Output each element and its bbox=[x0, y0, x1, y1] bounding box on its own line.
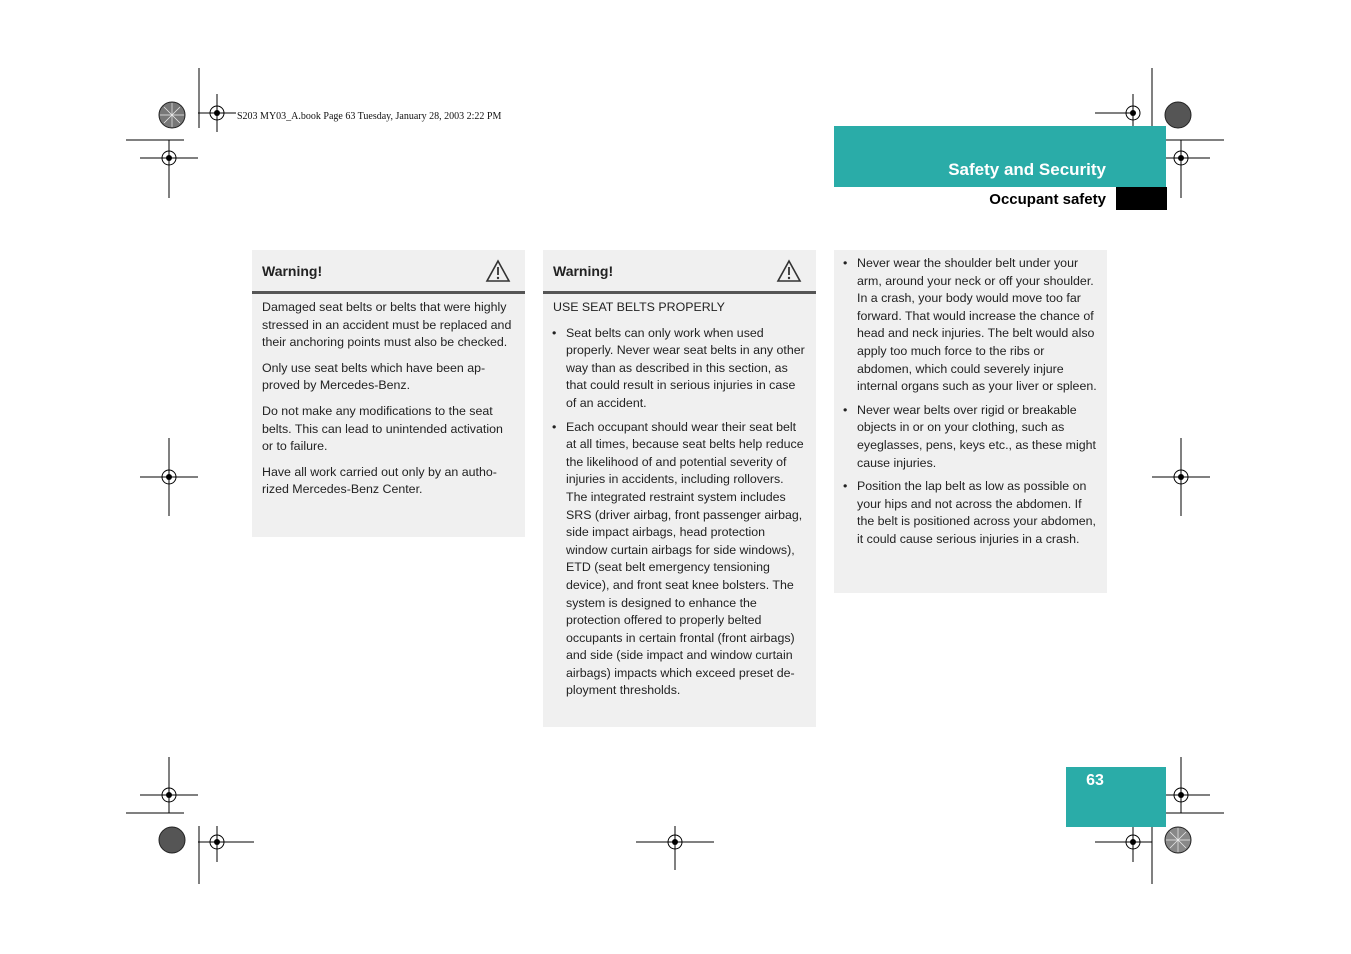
page-number: 63 bbox=[1086, 772, 1104, 789]
warning-triangle-icon bbox=[485, 259, 511, 283]
warning-header bbox=[252, 250, 525, 294]
list-item: • Never wear the shoulder belt under your arm, around your neck or off your shoulder. In a crash, your body would move too far forward. That would increase the chance of head and neck injuries. The belt would also apply too much force to the ribs or abdomen, which could severely injure internal organs such as your liver or spleen. bbox=[834, 255, 1097, 396]
warning-box-3 bbox=[834, 250, 1107, 593]
paragraph: Do not make any modifications to the seat belts. This can lead to unintended activation or to failure. bbox=[262, 403, 503, 454]
paragraph: Have all work carried out only by an authorized Mercedes-Benz Center. bbox=[262, 464, 497, 497]
section-title: Safety and Security bbox=[948, 160, 1106, 179]
bullet-list bbox=[834, 255, 1097, 549]
section-tab-marker bbox=[1116, 187, 1167, 210]
list-item: • Never wear belts over rigid or breakable objects in or on your clothing, such as eyeglasses, pens, keys etc., as these might cause injuries. bbox=[834, 402, 1097, 472]
warning-header bbox=[543, 250, 816, 294]
paragraph: Damaged seat belts or belts that were highly stressed in an accident must be replaced and their anchoring points must also be checked. bbox=[262, 300, 512, 350]
warning-triangle-icon bbox=[776, 259, 802, 283]
bullet-list bbox=[543, 325, 806, 700]
list-item: • Seat belts can only work when used properly. Never wear seat belts in any other way than as described in this section, as that could result in serious injuries in case of an accident. bbox=[543, 325, 806, 413]
warning-text bbox=[252, 294, 525, 499]
paragraph: Only use seat belts which have been approved by Mercedes-Benz. bbox=[262, 360, 486, 393]
print-info: S203 MY03_A.book Page 63 Tuesday, January 28, 2003 2:22 PM bbox=[237, 111, 502, 122]
warning-text bbox=[834, 250, 1107, 549]
warning-label: Warning! bbox=[262, 263, 323, 279]
list-item: • Position the lap belt as low as possible on your hips and not across the abdomen. If the belt is positioned across your abdomen, it could cause serious injuries in a crash. bbox=[834, 478, 1097, 548]
warning-box-2 bbox=[543, 250, 816, 727]
warning-label: Warning! bbox=[553, 263, 614, 279]
list-item: • Each occupant should wear their seat belt at all times, because seat belts help reduce the likelihood of and potential severity of injuries in accidents, including rollovers. The integrated restraint system includes SRS (driver airbag, front passenger airbag, side impact airbags, head protection window curtain airbags for side windows), ETD (seat belt emergency tensioning device), and front seat knee bolsters. The system is designed to enhance the protection offered to properly belted occupants in certain frontal (front airbags) and side (side impact and window curtain airbags) impacts which exceed preset deployment thresholds. bbox=[543, 419, 806, 701]
warning-heading: USE SEAT BELTS PROPERLY bbox=[553, 300, 725, 314]
warning-box-1 bbox=[252, 250, 525, 537]
subsection-title: Occupant safety bbox=[989, 191, 1106, 208]
warning-text bbox=[543, 294, 816, 700]
